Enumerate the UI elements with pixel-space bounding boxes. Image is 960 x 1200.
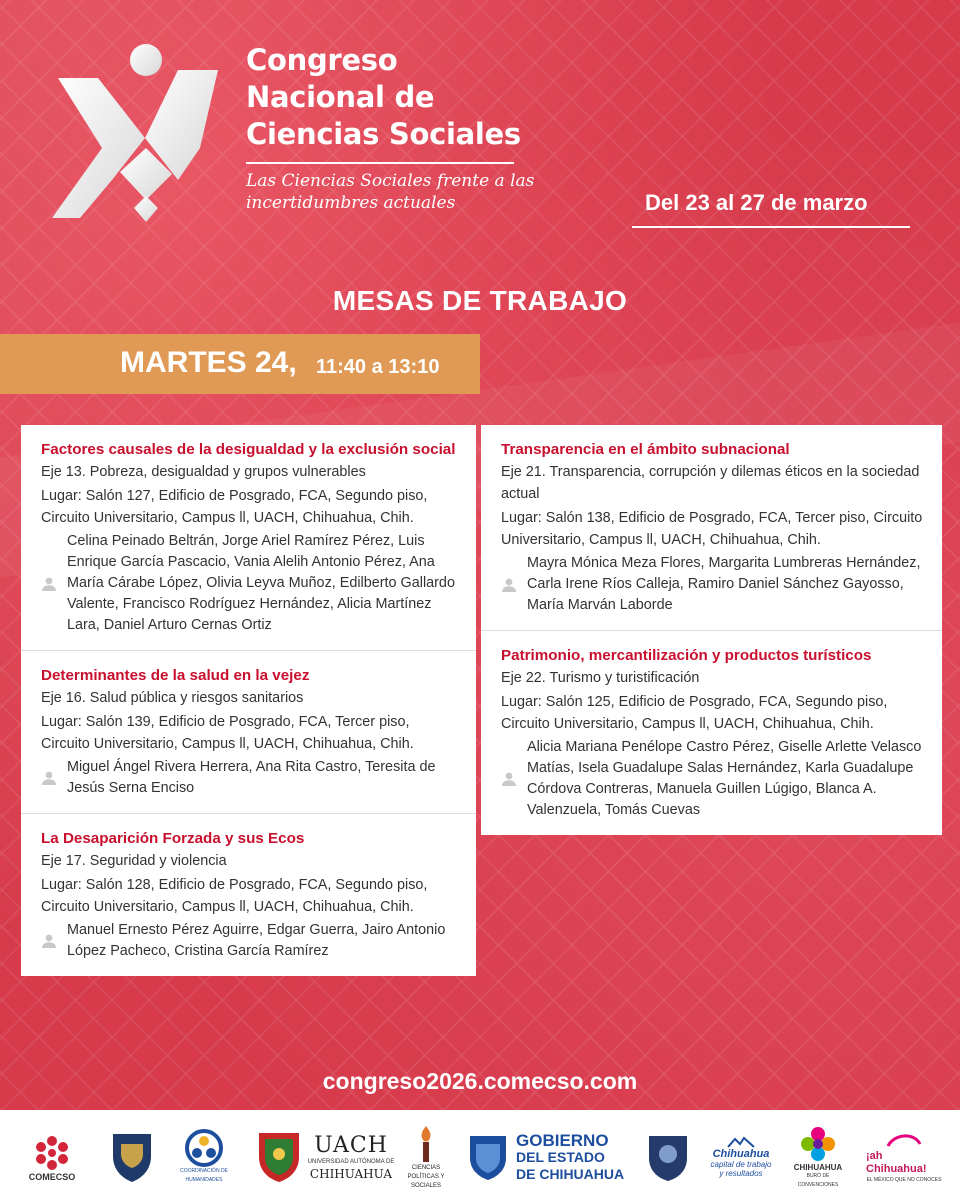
congress-title xyxy=(246,42,521,153)
unam-logo xyxy=(104,1122,160,1192)
ah-line-2: EL MÉXICO QUE NO CONOCES xyxy=(866,1176,942,1183)
dates-underline xyxy=(632,226,910,228)
gobierno-chihuahua-logo xyxy=(466,1122,626,1192)
session-title: Factores causales de la desigualdad y la exclusión social xyxy=(41,441,456,458)
session-day: MARTES 24, xyxy=(120,346,297,379)
session-title: La Desaparición Forzada y sus Ecos xyxy=(41,830,305,847)
session-title: Determinantes de la salud en la vejez xyxy=(41,667,310,684)
congress-subtitle xyxy=(246,170,546,214)
ah-chihuahua-logo xyxy=(866,1122,942,1192)
session-title: Transparencia en el ámbito subnacional xyxy=(501,441,790,458)
unam-shield-icon xyxy=(109,1130,155,1184)
capital-line-1: Chihuahua xyxy=(712,1148,770,1160)
session-location: Lugar: Salón 127, Edificio de Posgrado, FCA, Segundo piso, Circuito Universitario, Campus ll, UACH, Chihuahua, Chih. xyxy=(41,488,428,526)
ah-swoosh-icon xyxy=(884,1130,924,1150)
capital-line-2: capital de trabajo xyxy=(710,1160,772,1169)
ciencias-text: CIENCIAS POLÍTICAS Y SOCIALES xyxy=(407,1164,445,1189)
participant-names: Celina Peinado Beltrán, Jorge Ariel Ramírez Pérez, Luis Enrique García Pascacio, Vania Alelih Antonio Pérez, Ana María Cárabe López, Olivia Leyva Muñoz, Edilberto Gallardo Valente, Francisco Rodríguez Hernández, Alicia Martínez Lara, Daniel Arturo Cernas Ortiz xyxy=(67,533,455,633)
session-axis: Eje 21. Transparencia, corrupción y dilemas éticos en la sociedad actual xyxy=(501,464,920,502)
mountains-icon xyxy=(726,1136,756,1148)
participant-names: Mayra Mónica Meza Flores, Margarita Lumbreras Hernández, Carla Irene Ríos Calleja, Ramiro Daniel Sánchez Gayosso, María Marván Laborde xyxy=(527,555,921,613)
session-card xyxy=(481,425,942,631)
session-axis: Eje 17. Seguridad y violencia xyxy=(41,853,227,869)
humanidades-text: COORDINACIÓN DE HUMANIDADES xyxy=(180,1168,228,1183)
uach-shield-icon xyxy=(256,1130,302,1184)
congreso-x-logo xyxy=(50,40,220,230)
comecso-text: COMECSO xyxy=(28,1171,76,1182)
session-time: 11:40 a 13:10 xyxy=(316,356,440,378)
uach-city: CHIHUAHUA xyxy=(309,1166,393,1181)
ciencias-politicas-logo xyxy=(400,1122,452,1192)
person-icon xyxy=(501,771,527,787)
buro-convenciones-logo xyxy=(786,1122,850,1192)
session-location: Lugar: Salón 128, Edificio de Posgrado, FCA, Segundo piso, Circuito Universitario, Campus ll, UACH, Chihuahua, Chih. xyxy=(41,877,428,915)
subtitle-line-2: incertidumbres actuales xyxy=(246,193,456,213)
session-axis: Eje 16. Salud pública y riesgos sanitarios xyxy=(41,690,304,706)
session-location: Lugar: Salón 125, Edificio de Posgrado, FCA, Segundo piso, Circuito Universitario, Campus ll, UACH, Chihuahua, Chih. xyxy=(501,694,888,732)
uach-subtitle: UNIVERSIDAD AUTÓNOMA DE xyxy=(307,1158,395,1165)
participant-names: Miguel Ángel Rivera Herrera, Ana Rita Castro, Teresita de Jesús Serna Enciso xyxy=(67,759,436,796)
gobierno-line-3: DE CHIHUAHUA xyxy=(516,1165,625,1182)
sponsor-footer xyxy=(0,1110,960,1200)
website-link[interactable]: congreso2026.comecso.com xyxy=(322,1068,638,1094)
capital-line-3: y resultados xyxy=(719,1169,763,1178)
session-card xyxy=(21,651,476,814)
uach-name: UACH xyxy=(314,1132,388,1158)
section-heading: MESAS DE TRABAJO xyxy=(332,285,628,316)
right-sessions-column xyxy=(481,425,942,835)
person-icon xyxy=(501,577,527,593)
buro-line-2: BURÓ DE CONVENCIONES xyxy=(797,1172,839,1188)
session-card xyxy=(481,631,942,835)
session-location: Lugar: Salón 139, Edificio de Posgrado, FCA, Tercer piso, Circuito Universitario, Campus ll, UACH, Chihuahua, Chih. xyxy=(41,714,414,752)
session-participants xyxy=(41,757,458,799)
event-dates: Del 23 al 27 de marzo xyxy=(645,190,868,215)
gobierno-line-2: DEL ESTADO xyxy=(516,1148,605,1165)
session-card xyxy=(21,425,476,651)
title-line-1: Congreso xyxy=(246,43,398,77)
ah-line-1: ¡ah Chihuahua! xyxy=(866,1149,927,1175)
gobierno-line-1: GOBIERNO xyxy=(516,1130,609,1150)
comecso-logo xyxy=(22,1122,82,1192)
session-participants xyxy=(41,920,458,962)
capital-trabajo-logo xyxy=(700,1122,782,1192)
comecso-flower-icon xyxy=(32,1133,72,1173)
session-participants xyxy=(501,553,924,616)
session-participants xyxy=(41,531,458,636)
gobierno-shield-icon xyxy=(466,1132,510,1182)
buro-line-1: CHIHUAHUA xyxy=(793,1162,843,1172)
session-card xyxy=(21,814,476,976)
uach-logo xyxy=(306,1122,396,1192)
title-line-2: Nacional de xyxy=(246,80,435,114)
humanidades-icon xyxy=(185,1129,223,1167)
subtitle-line-1: Las Ciencias Sociales frente a las xyxy=(246,171,535,191)
humanidades-logo xyxy=(176,1122,232,1192)
participant-names: Manuel Ernesto Pérez Aguirre, Edgar Guerra, Jairo Antonio López Pacheco, Cristina García Ramírez xyxy=(67,922,446,959)
left-sessions-column xyxy=(21,425,476,976)
torch-icon xyxy=(414,1124,438,1164)
person-icon xyxy=(41,933,67,949)
municipio-shield-icon xyxy=(643,1130,693,1184)
buro-flower-icon xyxy=(799,1125,837,1163)
session-location: Lugar: Salón 138, Edificio de Posgrado, FCA, Tercer piso, Circuito Universitario, Campus ll, UACH, Chihuahua, Chih. xyxy=(501,510,923,548)
session-axis: Eje 13. Pobreza, desigualdad y grupos vulnerables xyxy=(41,464,366,480)
session-axis: Eje 22. Turismo y turistificación xyxy=(501,670,700,686)
session-title: Patrimonio, mercantilización y productos turísticos xyxy=(501,647,872,664)
title-line-3: Ciencias Sociales xyxy=(246,117,521,151)
person-icon xyxy=(41,576,67,592)
participant-names: Alicia Mariana Penélope Castro Pérez, Giselle Arlette Velasco Matías, Isela Guadalupe Salas Hernández, Karla Guadalupe Córdova Contreras, Manuela Guillen Lúgigo, Blanca A. Valenzuela, Tomás Cuevas xyxy=(527,739,922,818)
municipio-shield-logo xyxy=(640,1122,696,1192)
uach-shield-logo xyxy=(254,1122,304,1192)
title-divider xyxy=(246,162,514,164)
person-icon xyxy=(41,770,67,786)
session-participants xyxy=(501,737,924,821)
